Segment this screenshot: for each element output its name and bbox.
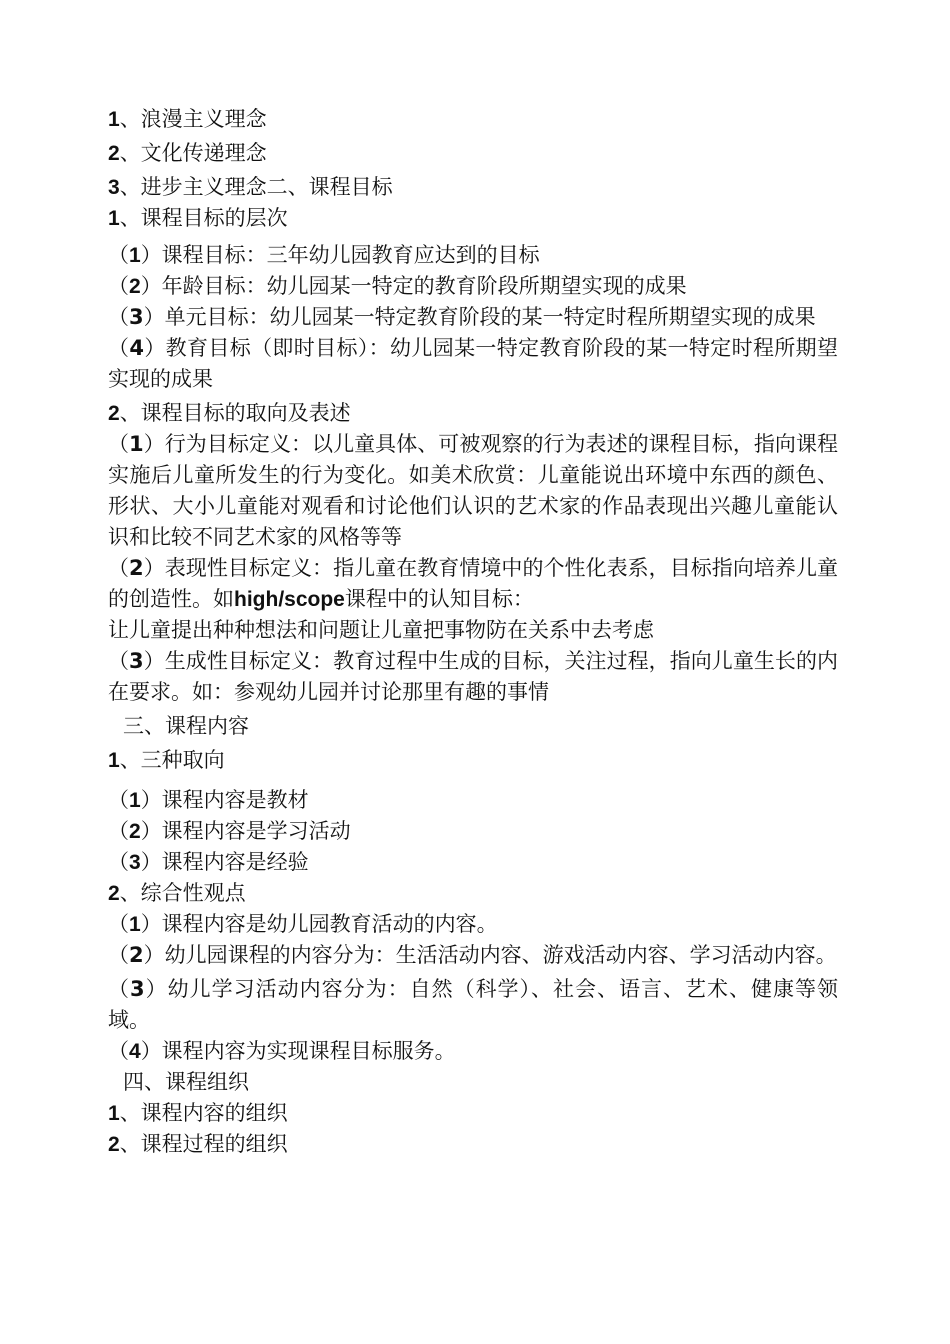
text-line: 1、三种取向 [108, 748, 225, 772]
text-line: 3、进步主义理念二、课程目标 [108, 175, 393, 199]
text-paragraph [108, 553, 838, 615]
text-paragraph: （1）行为目标定义：以儿童具体、可被观察的行为表述的课程目标，指向课程实施后儿童所发生的行为变化。如美术欣赏：儿童能说出环境中东西的颜色、形状、大小儿童能对观看和讨论他们认识的艺术家的作品表现出兴趣儿童能认识和比较不同艺术家的风格等等 [108, 432, 839, 549]
text-span-english: high/scope [234, 588, 345, 611]
text-line: （2）年龄目标：幼儿园某一特定的教育阶段所期望实现的成果 [108, 274, 687, 298]
document-body [108, 104, 838, 1160]
text-line: 1、课程内容的组织 [108, 1101, 288, 1125]
text-paragraph: （3）生成性目标定义：教育过程中生成的目标，关注过程，指向儿童生长的内在要求。如：参观幼儿园并讨论那里有趣的事情 [108, 649, 839, 704]
text-line: （4）课程内容为实现课程目标服务。 [108, 1039, 456, 1063]
text-line: 让儿童提出种种想法和问题让儿童把事物防在关系中去考虑 [108, 618, 654, 642]
text-span: （2）表现性目标定义：指儿童在教育情境中的个性化表系，目标指向培养儿童的创造性。如 [108, 556, 839, 611]
text-span: 课程中的认知目标： [344, 587, 534, 611]
text-line: （1）课程目标：三年幼儿园教育应达到的目标 [108, 243, 540, 267]
text-line: 2、综合性观点 [108, 881, 246, 905]
text-paragraph: （3）幼儿学习活动内容分为：自然（科学）、社会、语言、艺术、健康等领域。 [108, 977, 839, 1032]
text-line: 2、课程过程的组织 [108, 1132, 288, 1156]
section-heading: 三、课程内容 [123, 714, 249, 738]
section-heading: 四、课程组织 [123, 1070, 249, 1094]
text-line: （3）课程内容是经验 [108, 850, 309, 874]
text-paragraph: （2）幼儿园课程的内容分为：生活活动内容、游戏活动内容、学习活动内容。 [108, 943, 837, 967]
text-line: （1）课程内容是幼儿园教育活动的内容。 [108, 912, 498, 936]
text-line: 1、浪漫主义理念 [108, 107, 267, 131]
text-paragraph: （4）教育目标（即时目标）：幼儿园某一特定教育阶段的某一特定时程所期望实现的成果 [108, 336, 839, 391]
text-line: （2）课程内容是学习活动 [108, 819, 351, 843]
text-paragraph: （3）单元目标：幼儿园某一特定教育阶段的某一特定时程所期望实现的成果 [108, 305, 816, 329]
text-line: 2、课程目标的取向及表述 [108, 401, 351, 425]
text-line: 1、课程目标的层次 [108, 206, 288, 230]
text-line: 2、文化传递理念 [108, 141, 267, 165]
text-line: （1）课程内容是教材 [108, 788, 309, 812]
